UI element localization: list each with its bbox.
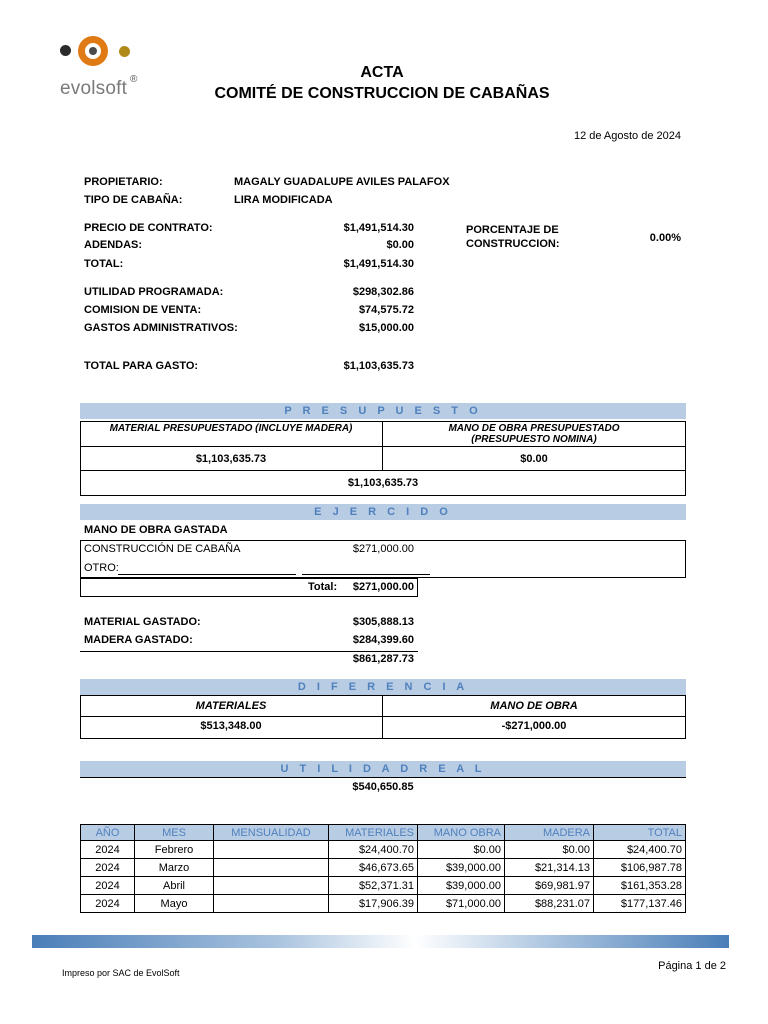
printed-by-text: Impreso por SAC de EvolSoft (62, 968, 180, 978)
owner-label: PROPIETARIO: (84, 176, 163, 188)
cell-materials: $17,906.39 (329, 895, 418, 913)
table-row (81, 859, 686, 877)
cell-installment (214, 895, 329, 913)
total-spend-value: $1,103,635.73 (343, 360, 414, 372)
percent-label-line2: CONSTRUCCION: (466, 238, 560, 250)
footer-gradient-bar (32, 935, 729, 948)
other-description-line (118, 574, 296, 575)
table-row (81, 895, 686, 913)
spent-section-header: E J E R C I D O (80, 504, 686, 520)
profit-label: UTILIDAD PROGRAMADA: (84, 286, 224, 298)
cell-year: 2024 (81, 895, 135, 913)
cell-total: $106,987.78 (594, 859, 686, 877)
wood-spent-label: MADERA GASTADO: (84, 634, 193, 646)
percent-value: 0.00% (649, 232, 681, 244)
cell-wood: $0.00 (505, 841, 594, 859)
cabin-construction-label: CONSTRUCCIÓN DE CABAÑA (84, 543, 241, 555)
column-header-wood: MADERA (505, 825, 594, 841)
material-spent-value: $305,888.13 (352, 616, 414, 628)
addenda-label: ADENDAS: (84, 239, 143, 251)
budget-material-header: MATERIAL PRESUPUESTADO (INCLUYE MADERA) (109, 423, 353, 434)
real-profit-underline (80, 777, 686, 778)
cell-month: Febrero (135, 841, 214, 859)
spent-sum-line (80, 651, 418, 652)
commission-label: COMISION DE VENTA: (84, 304, 202, 316)
addenda-value: $0.00 (386, 239, 414, 251)
document-date: 12 de Agosto de 2024 (573, 130, 681, 142)
page-subtitle: COMITÉ DE CONSTRUCCION DE CABAÑAS (214, 85, 550, 102)
percent-label-line1: PORCENTAJE DE (466, 224, 559, 236)
difference-section-header: D I F E R E N C I A (80, 679, 686, 695)
commission-value: $74,575.72 (358, 304, 414, 316)
budget-material-value: $1,103,635.73 (195, 453, 267, 465)
cell-wood: $69,981.97 (505, 877, 594, 895)
difference-materials-value: $513,348.00 (200, 720, 262, 732)
cell-total: $177,137.46 (594, 895, 686, 913)
page-number: Página 1 de 2 (658, 960, 726, 972)
cabin-type-value: LIRA MODIFICADA (234, 194, 333, 206)
difference-labor-header: MANO DE OBRA (490, 700, 578, 712)
monthly-breakdown-table (80, 824, 686, 913)
table-row (81, 877, 686, 895)
labor-total-value: $271,000.00 (352, 581, 414, 593)
wood-spent-value: $284,399.60 (352, 634, 414, 646)
cell-materials: $24,400.70 (329, 841, 418, 859)
budget-row-divider (80, 446, 686, 447)
contract-total-value: $1,491,514.30 (343, 258, 414, 270)
admin-expenses-label: GASTOS ADMINISTRATIVOS: (84, 322, 238, 334)
material-spent-label: MATERIAL GASTADO: (84, 616, 201, 628)
logo-dot-left (60, 45, 71, 56)
budget-total-bottom-border (80, 495, 686, 496)
budget-section-header: P R E S U P U E S T O (80, 403, 686, 419)
column-header-installment: MENSUALIDAD (214, 825, 329, 841)
owner-value: MAGALY GUADALUPE AVILES PALAFOX (234, 176, 450, 188)
total-spend-label: TOTAL PARA GASTO: (84, 360, 199, 372)
budget-labor-value: $0.00 (520, 453, 548, 465)
cell-year: 2024 (81, 877, 135, 895)
budget-total-value: $1,103,635.73 (347, 477, 419, 489)
labor-spent-label: MANO DE OBRA GASTADA (84, 524, 228, 536)
difference-materials-header: MATERIALES (195, 700, 267, 712)
cell-wood: $21,314.13 (505, 859, 594, 877)
difference-labor-value: -$271,000.00 (501, 720, 567, 732)
budget-labor-header-line1: MANO DE OBRA PRESUPUESTADO (448, 423, 620, 434)
contract-total-label: TOTAL: (84, 258, 124, 270)
cabin-construction-value: $271,000.00 (352, 543, 414, 555)
table-row (81, 841, 686, 859)
column-header-total: TOTAL (594, 825, 686, 841)
real-profit-section-header: U T I L I D A D R E A L (80, 761, 686, 777)
logo-text: evolsoft (60, 78, 128, 99)
table-header-row (81, 825, 686, 841)
real-profit-value: $540,650.85 (352, 781, 414, 793)
budget-labor-header-line2: (PRESUPUESTO NOMINA) (471, 434, 597, 445)
cell-total: $161,353.28 (594, 877, 686, 895)
cell-month: Marzo (135, 859, 214, 877)
column-header-labor: MANO OBRA (418, 825, 505, 841)
difference-row-divider (80, 716, 686, 717)
logo-registered-mark: ® (130, 74, 138, 85)
cell-installment (214, 859, 329, 877)
other-label: OTRO: (84, 562, 119, 574)
column-header-materials: MATERIALES (329, 825, 418, 841)
logo-dot-right (119, 46, 130, 57)
labor-total-label: Total: (308, 581, 338, 593)
cell-labor: $0.00 (418, 841, 505, 859)
spent-sum-value: $861,287.73 (352, 653, 414, 665)
cabin-type-label: TIPO DE CABAÑA: (84, 194, 183, 206)
contract-price-label: PRECIO DE CONTRATO: (84, 222, 213, 234)
column-header-year: AÑO (81, 825, 135, 841)
profit-value: $298,302.86 (352, 286, 414, 298)
cell-installment (214, 841, 329, 859)
page-title: ACTA (360, 64, 404, 81)
cell-labor: $71,000.00 (418, 895, 505, 913)
admin-expenses-value: $15,000.00 (358, 322, 414, 334)
cell-labor: $39,000.00 (418, 877, 505, 895)
logo-core (89, 47, 97, 55)
cell-wood: $88,231.07 (505, 895, 594, 913)
cell-year: 2024 (81, 841, 135, 859)
other-amount-line (302, 574, 430, 575)
cell-total: $24,400.70 (594, 841, 686, 859)
cell-month: Abril (135, 877, 214, 895)
column-header-month: MES (135, 825, 214, 841)
cell-year: 2024 (81, 859, 135, 877)
cell-materials: $46,673.65 (329, 859, 418, 877)
cell-materials: $52,371.31 (329, 877, 418, 895)
contract-price-value: $1,491,514.30 (343, 222, 414, 234)
cell-installment (214, 877, 329, 895)
cell-labor: $39,000.00 (418, 859, 505, 877)
cell-month: Mayo (135, 895, 214, 913)
